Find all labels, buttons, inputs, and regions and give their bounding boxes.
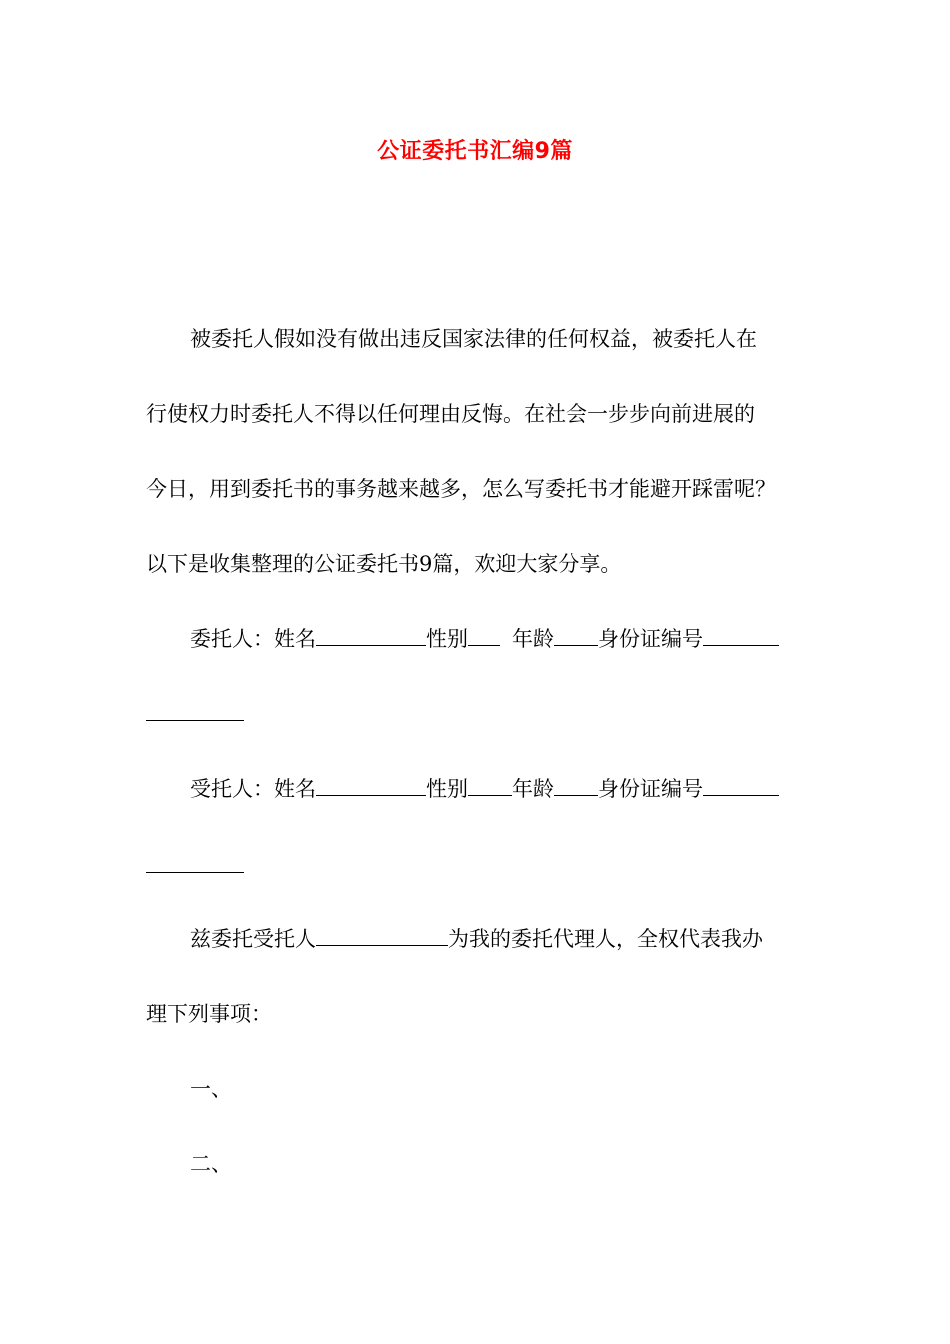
principal-name-label: 委托人：姓名	[190, 627, 316, 651]
principal-line	[190, 624, 779, 654]
principal-id-continuation-blank	[146, 720, 244, 721]
agent-gender-label: 性别	[426, 777, 468, 801]
document-title: 公证委托书汇编9篇	[377, 139, 573, 164]
agent-id-blank	[703, 775, 779, 796]
authorized-agent-blank	[316, 925, 448, 946]
agent-id-label: 身份证编号	[598, 777, 703, 801]
principal-age-blank	[554, 625, 598, 646]
intro-line-4: 以下是收集整理的公证委托书9篇，欢迎大家分享。	[146, 552, 622, 576]
intro-line-2: 行使权力时委托人不得以任何理由反悔。在社会一步步向前进展的	[146, 402, 755, 426]
agent-id-continuation-blank	[146, 872, 244, 873]
agent-name-blank	[316, 775, 426, 796]
principal-name-blank	[316, 625, 426, 646]
agent-line	[190, 774, 779, 804]
item-1: 一、	[190, 1077, 232, 1101]
authorization-text-b: 为我的委托代理人，全权代表我办	[448, 927, 763, 951]
principal-gender-blank	[468, 625, 500, 646]
agent-name-label: 受托人：姓名	[190, 777, 316, 801]
intro-line-3: 今日，用到委托书的事务越来越多，怎么写委托书才能避开踩雷呢？	[146, 477, 776, 501]
agent-gender-blank	[468, 775, 512, 796]
agent-age-label: 年龄	[512, 777, 554, 801]
principal-id-blank	[703, 625, 779, 646]
authorization-line-1	[190, 924, 763, 954]
principal-gender-label: 性别	[426, 627, 468, 651]
principal-age-label: 年龄	[512, 627, 554, 651]
item-2: 二、	[190, 1152, 232, 1176]
principal-id-label: 身份证编号	[598, 627, 703, 651]
authorization-text-a: 兹委托受托人	[190, 927, 316, 951]
intro-line-1: 被委托人假如没有做出违反国家法律的任何权益，被委托人在	[190, 327, 757, 351]
authorization-line-2: 理下列事项：	[146, 1002, 272, 1026]
agent-age-blank	[554, 775, 598, 796]
